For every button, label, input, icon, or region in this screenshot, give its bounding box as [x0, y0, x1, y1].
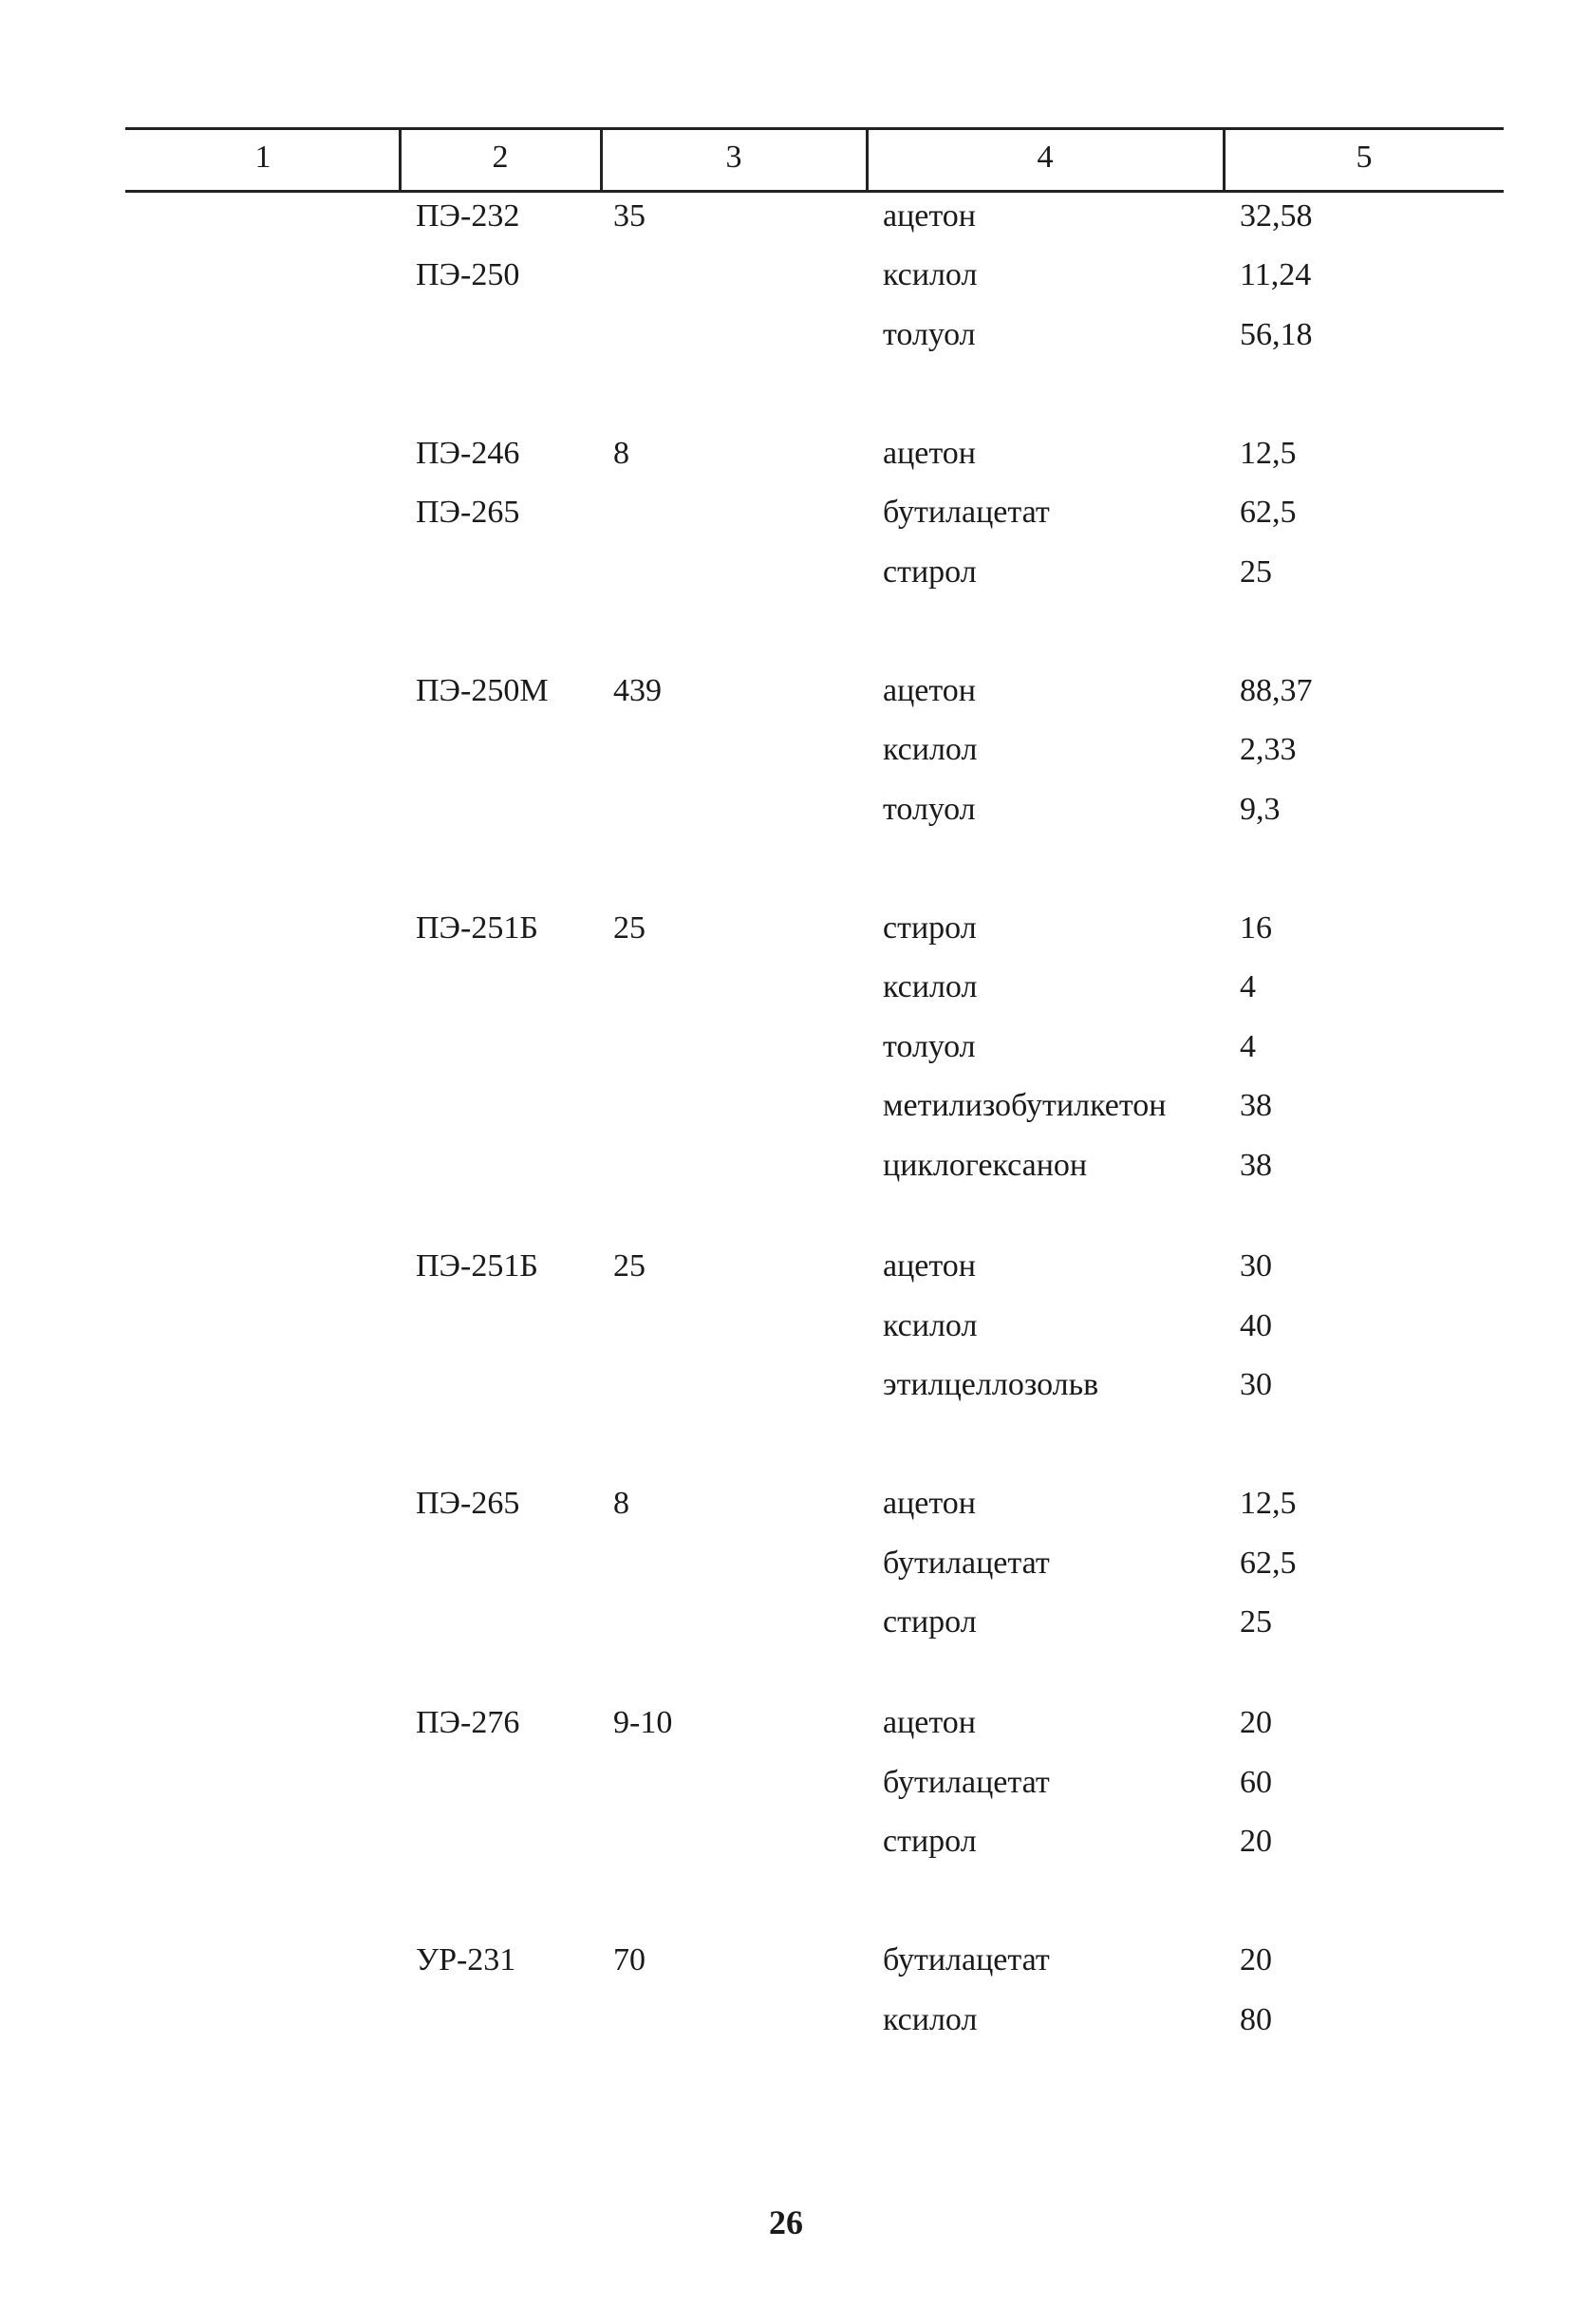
solvent-value-cell: 80 [1240, 2002, 1272, 2037]
solvent-name-cell: ксилол [883, 1308, 978, 1343]
solvent-value-cell: 2,33 [1240, 732, 1297, 767]
table-header-bottom-rule [125, 190, 1504, 193]
page-number: 26 [769, 2203, 803, 2241]
material-cell: ПЭ-246 [416, 436, 520, 471]
header-col-2: 2 [492, 140, 509, 175]
solvent-value-cell: 4 [1240, 1029, 1256, 1064]
solvent-name-cell: ксилол [883, 732, 978, 767]
solvent-name-cell: циклогексанон [883, 1148, 1088, 1183]
solvent-name-cell: ацетон [883, 1248, 976, 1284]
solvent-value-cell: 30 [1240, 1248, 1272, 1284]
solvent-value-cell: 9,3 [1240, 792, 1281, 827]
solvent-name-cell: толуол [883, 1029, 976, 1064]
solvent-name-cell: ацетон [883, 1705, 976, 1740]
amount-cell: 8 [613, 1486, 629, 1521]
solvent-name-cell: стирол [883, 554, 977, 590]
solvent-name-cell: этилцеллозольв [883, 1367, 1099, 1402]
solvent-name-cell: ацетон [883, 673, 976, 708]
solvent-value-cell: 40 [1240, 1308, 1272, 1343]
solvent-name-cell: метилизобутилкетон [883, 1088, 1167, 1123]
material-cell: УР-231 [416, 1942, 516, 1977]
solvent-name-cell: бутилацетат [883, 495, 1050, 530]
amount-cell: 35 [613, 198, 646, 234]
solvent-name-cell: толуол [883, 317, 976, 352]
amount-cell: 70 [613, 1942, 646, 1977]
solvent-value-cell: 25 [1240, 554, 1272, 590]
header-col-1: 1 [254, 140, 271, 175]
material-cell: ПЭ-250 [416, 257, 520, 292]
solvent-name-cell: стирол [883, 910, 977, 946]
solvent-value-cell: 60 [1240, 1765, 1272, 1800]
solvent-name-cell: бутилацетат [883, 1546, 1050, 1581]
solvent-value-cell: 20 [1240, 1942, 1272, 1977]
solvent-value-cell: 38 [1240, 1088, 1272, 1123]
solvent-value-cell: 16 [1240, 910, 1272, 946]
solvent-value-cell: 56,18 [1240, 317, 1313, 352]
solvent-name-cell: ацетон [883, 436, 976, 471]
solvent-value-cell: 30 [1240, 1367, 1272, 1402]
solvent-name-cell: ксилол [883, 2002, 978, 2037]
solvent-value-cell: 11,24 [1240, 257, 1312, 292]
material-cell: ПЭ-250М [416, 673, 549, 708]
solvent-name-cell: бутилацетат [883, 1765, 1050, 1800]
solvent-value-cell: 62,5 [1240, 495, 1297, 530]
solvent-value-cell: 20 [1240, 1705, 1272, 1740]
solvent-name-cell: бутилацетат [883, 1942, 1050, 1977]
solvent-value-cell: 12,5 [1240, 1486, 1297, 1521]
header-col-5: 5 [1356, 140, 1373, 175]
material-cell: ПЭ-265 [416, 495, 520, 530]
solvent-value-cell: 25 [1240, 1604, 1272, 1640]
material-cell: ПЭ-276 [416, 1705, 520, 1740]
solvent-name-cell: ксилол [883, 969, 978, 1004]
solvent-name-cell: стирол [883, 1604, 977, 1640]
amount-cell: 25 [613, 1248, 646, 1284]
solvent-value-cell: 38 [1240, 1148, 1272, 1183]
amount-cell: 439 [613, 673, 662, 708]
solvent-name-cell: ацетон [883, 198, 976, 234]
material-cell: ПЭ-251Б [416, 1248, 538, 1284]
solvent-name-cell: стирол [883, 1824, 977, 1859]
material-cell: ПЭ-232 [416, 198, 520, 234]
amount-cell: 8 [613, 436, 629, 471]
solvent-value-cell: 62,5 [1240, 1546, 1297, 1581]
header-col-3: 3 [725, 140, 742, 175]
solvent-value-cell: 4 [1240, 969, 1256, 1004]
material-cell: ПЭ-251Б [416, 910, 538, 946]
material-cell: ПЭ-265 [416, 1486, 520, 1521]
solvent-value-cell: 88,37 [1240, 673, 1313, 708]
solvent-value-cell: 12,5 [1240, 436, 1297, 471]
table-top-rule [125, 127, 1504, 130]
amount-cell: 9-10 [613, 1705, 673, 1740]
solvent-name-cell: ацетон [883, 1486, 976, 1521]
solvent-name-cell: толуол [883, 792, 976, 827]
solvent-value-cell: 20 [1240, 1824, 1272, 1859]
solvent-value-cell: 32,58 [1240, 198, 1313, 234]
solvent-name-cell: ксилол [883, 257, 978, 292]
header-col-4: 4 [1037, 140, 1054, 175]
amount-cell: 25 [613, 910, 646, 946]
